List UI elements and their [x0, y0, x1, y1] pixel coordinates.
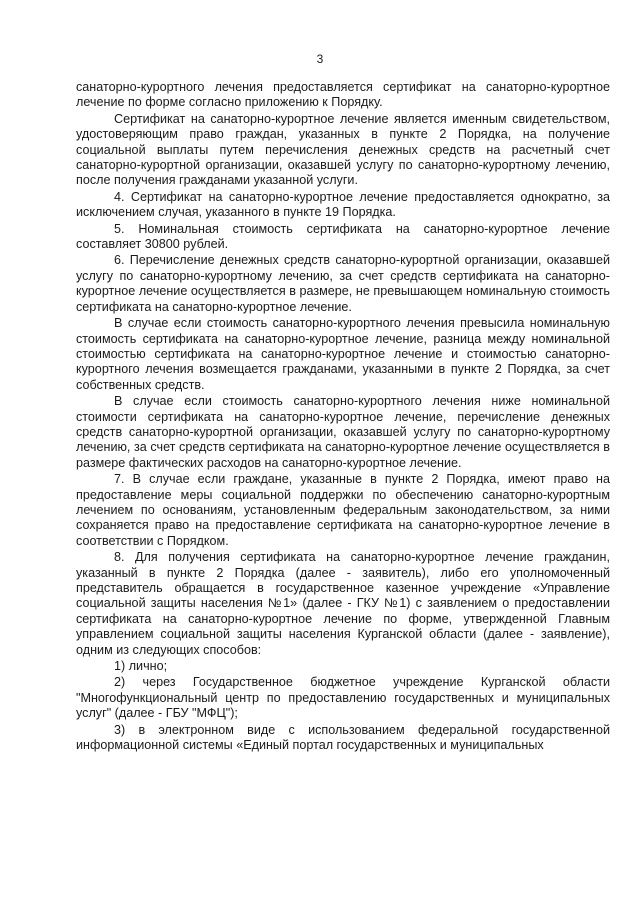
- document-body: [76, 80, 610, 754]
- paragraph-item-8: 8. Для получения сертификата на санаторно-курортное лечение гражданин, указанный в пункте 2 Порядка (далее - заявитель), либо его уполномоченный представитель обращается в государственное казенное учреждение «Управление социальной защиты населения №1» (далее - ГКУ №1) с заявлением о предоставлении сертификата на санаторно-курортное лечение по форме, утвержденной Главным управлением социальной защиты населения Курганской области (далее - заявление), одним из следующих способов:: [76, 550, 610, 657]
- page-number: 3: [316, 52, 324, 66]
- paragraph-item-7: 7. В случае если граждане, указанные в пункте 2 Порядка, имеют право на предоставление меры социальной поддержки по обеспечению санаторно-курортным лечением по основаниям, установленным федеральным законодательством, за ними сохраняется право на предоставление сертификата на санаторно-курортное лечение в соответствии с Порядком.: [76, 472, 610, 548]
- paragraph-cost-below: В случае если стоимость санаторно-курортного лечения ниже номинальной стоимости сертификата на санаторно-курортное лечение, перечисление денежных средств санаторно-курортной организации, оказавшей услугу по санаторно-курортному лечению, за счет средств сертификата на санаторно-курортное лечение осуществляется в размере фактических расходов на санаторно-курортное лечение.: [76, 394, 610, 470]
- paragraph-cost-exceeds: В случае если стоимость санаторно-курортного лечения превысила номинальную стоимость сертификата на санаторно-курортное лечение, разница между номинальной стоимостью сертификата на санаторно-курортное лечение и стоимостью санаторно-курортного лечения возмещается гражданами, указанными в пункте 2 Порядка, за счет собственных средств.: [76, 316, 610, 392]
- paragraph-item-4: 4. Сертификат на санаторно-курортное лечение предоставляется однократно, за исключением случая, указанного в пункте 19 Порядка.: [76, 189, 610, 220]
- paragraph-item-6: 6. Перечисление денежных средств санаторно-курортной организации, оказавшей услугу по санаторно-курортному лечению, за счет средств сертификата на санаторно-курортное лечение осуществляется в размере, не превышающем номинальную стоимость сертификата на санаторно-курортное лечение.: [76, 253, 610, 314]
- paragraph-method-1: 1) лично;: [114, 659, 168, 674]
- paragraph-certificate-definition: Сертификат на санаторно-курортное лечение является именным свидетельством, удостоверяющим право граждан, указанных в пункте 2 Порядка, на получение социальной выплаты путем перечисления денежных средств на расчетный счет санаторно-курортной организации, оказавшей услугу по санаторно-курортному лечению, после получения гражданами указанной услуги.: [76, 111, 610, 188]
- paragraph-method-2: 2) через Государственное бюджетное учреждение Курганской области "Многофункциональный центр по предоставлению государственных и муниципальных услуг" (далее - ГБУ "МФЦ");: [76, 675, 610, 721]
- paragraph-continuation: санаторно-курортного лечения предоставляется сертификат на санаторно-курортное лечение по форме согласно приложению к Порядку.: [76, 80, 610, 110]
- paragraph-method-3: 3) в электронном виде с использованием федеральной государственной информационной системы «Единый портал государственных и муниципальных: [76, 722, 610, 753]
- paragraph-item-5: 5. Номинальная стоимость сертификата на санаторно-курортное лечение составляет 30800 рублей.: [76, 221, 610, 252]
